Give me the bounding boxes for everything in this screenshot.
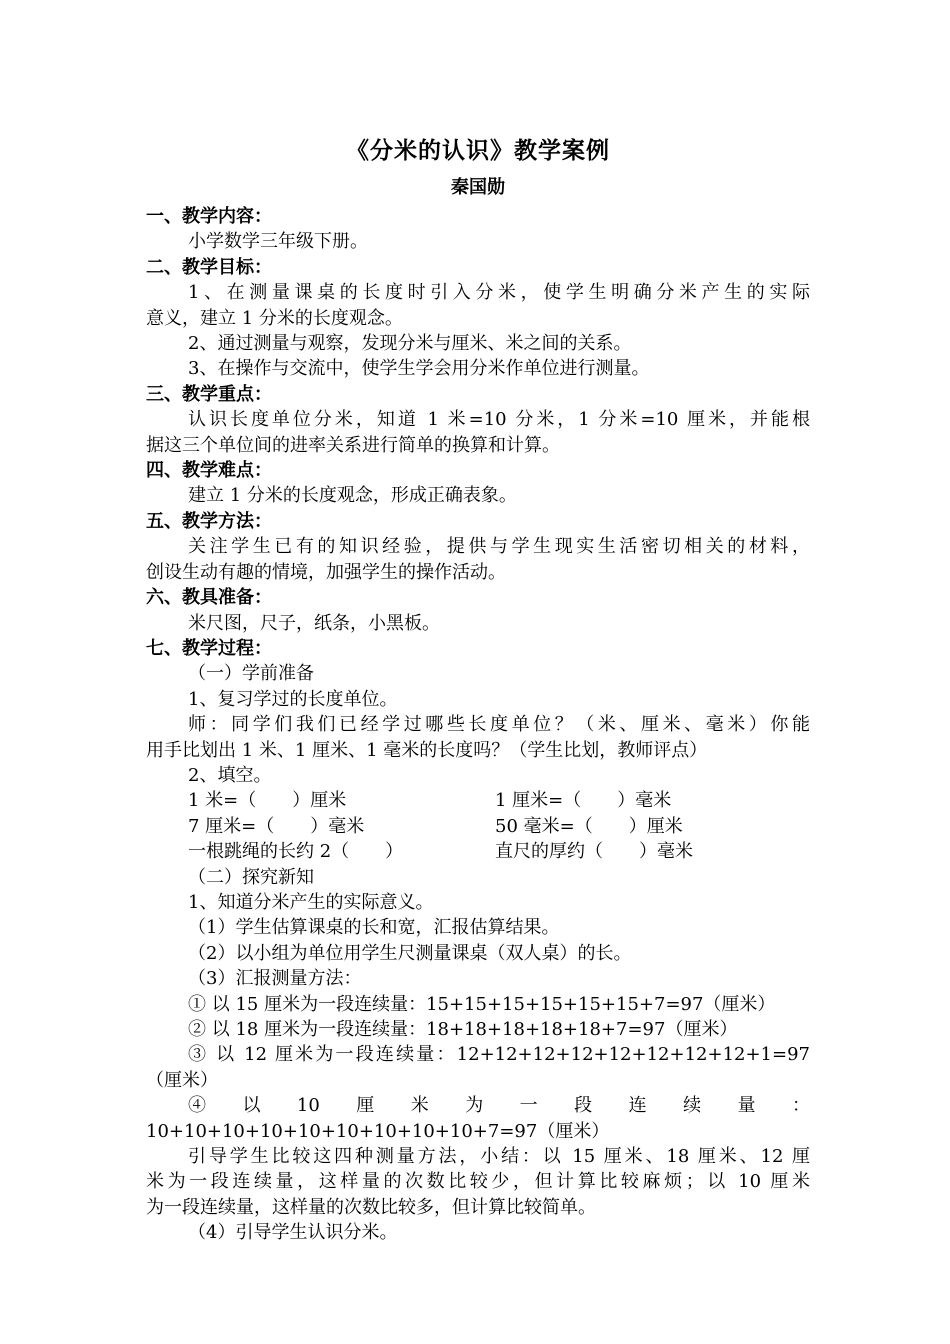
fill-in-right: 直尺的厚约（ ）毫米 [495,841,693,863]
section-heading-key-points: 三、教学重点： [146,383,272,405]
fill-in-title: 2、填空。 [188,764,272,786]
goal-2: 2、通过测量与观察，发现分米与厘米、米之间的关系。 [188,333,632,355]
section-heading-process: 七、教学过程： [146,637,272,659]
goal-3: 3、在操作与交流中，使学生学会用分米作单位进行测量。 [188,358,650,380]
section-heading-content: 一、教学内容： [146,206,272,227]
document-page [146,130,810,1246]
teacher-line-1: 师：同学们我们已经学过哪些长度单位？（米、厘米、毫米）你能 [188,714,810,736]
fill-in-right: 50 毫米=（ ）厘米 [495,815,683,837]
review-step: 1、复习学过的长度单位。 [188,688,398,710]
author-name: 秦国勋 [451,177,505,198]
method-3-line-2: （厘米） [146,1069,218,1091]
fill-in-left: 1 米=（ ）厘米 [188,790,347,812]
difficulties-text: 建立 1 分米的长度观念，形成正确表象。 [188,485,517,507]
section-heading-materials: 六、教具准备： [146,587,272,609]
content-text: 小学数学三年级下册。 [188,231,368,253]
method-2: ② 以 18 厘米为一段连续量：18+18+18+18+18+7=97（厘米） [188,1019,738,1040]
fill-in-left: 7 厘米=（ ）毫米 [188,815,365,837]
summary-line-1: 引导学生比较这四种测量方法，小结：以 15 厘米、18 厘米、12 厘 [188,1146,810,1168]
materials-text: 米尺图，尺子，纸条，小黑板。 [188,612,440,634]
methods-line-2: 创设生动有趣的情境，加强学生的操作活动。 [146,561,506,583]
sub-step-4: （4）引导学生认识分米。 [188,1222,398,1244]
fill-in-row [146,788,810,813]
method-3-line-1: ③ 以 12 厘米为一段连续量：12+12+12+12+12+12+12+12+1=97 [188,1044,810,1066]
method-4-line-1: ④ 以 10 厘 米 为 一 段 连 续 量 ： [188,1095,810,1117]
section-heading-methods: 五、教学方法： [146,510,272,532]
know-meaning-step: 1、知道分米产生的实际意义。 [188,891,434,913]
goal-1-line-2: 意义，建立 1 分米的长度观念。 [146,307,403,329]
summary-line-3: 为一段连续量，这样量的次数比较多，但计算比较简单。 [146,1196,596,1218]
fill-in-row [146,814,810,839]
fill-in-right: 1 厘米=（ ）毫米 [495,790,672,812]
section-heading-goals: 二、教学目标： [146,256,272,278]
goal-1-line-1: 1、在测量课桌的长度时引入分米，使学生明确分米产生的实际 [188,282,810,304]
process-part-1-title: （一）学前准备 [188,663,314,685]
key-points-line-2: 据这三个单位间的进率关系进行简单的换算和计算。 [146,434,560,456]
summary-line-2: 米为一段连续量，这样量的次数比较少，但计算比较麻烦；以 10 厘米 [146,1171,810,1193]
method-4-line-2: 10+10+10+10+10+10+10+10+10+7=97（厘米） [146,1120,610,1142]
fill-in-row [146,839,810,864]
document-title: 《分米的认识》教学案例 [346,138,610,164]
method-1: ① 以 15 厘米为一段连续量：15+15+15+15+15+15+7=97（厘米） [188,993,776,1015]
methods-line-1: 关注学生已有的知识经验，提供与学生现实生活密切相关的材料， [188,536,810,558]
teacher-line-2: 用手比划出 1 米、1 厘米、1 毫米的长度吗？（学生比划，教师评点） [146,739,708,761]
sub-step-3: （3）汇报测量方法： [188,968,362,990]
fill-in-left: 一根跳绳的长约 2（ ） [188,841,404,863]
sub-step-2: （2）以小组为单位用学生尺测量课桌（双人桌）的长。 [188,942,632,964]
section-heading-difficulties: 四、教学难点： [146,460,272,482]
key-points-line-1: 认识长度单位分米，知道 1 米=10 分米，1 分米=10 厘米，并能根 [188,409,810,431]
sub-step-1: （1）学生估算课桌的长和宽，汇报估算结果。 [188,917,560,939]
process-part-2-title: （二）探究新知 [188,866,314,888]
